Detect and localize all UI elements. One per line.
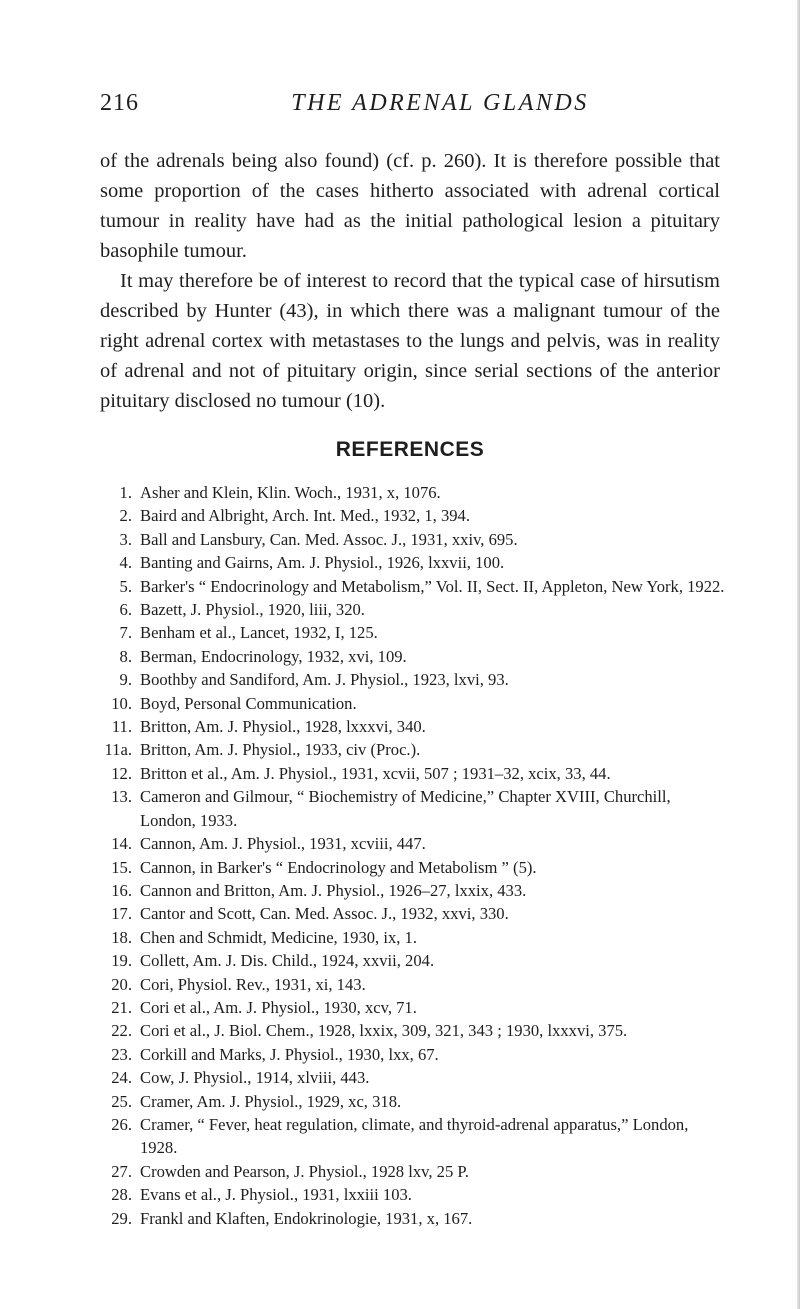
reference-item: [100, 668, 726, 691]
reference-number: 29.: [111, 1208, 132, 1228]
reference-number: 5.: [119, 576, 132, 596]
reference-item: [100, 785, 726, 832]
reference-text: Bazett, J. Physiol., 1920, liii, 320.: [140, 600, 365, 620]
reference-text: Banting and Gairns, Am. J. Physiol., 1926, lxxvii, 100.: [140, 553, 505, 573]
reference-text: Cori, Physiol. Rev., 1931, xi, 143.: [140, 974, 366, 994]
reference-text: Cameron and Gilmour, “ Biochemistry of Medicine,” Chapter XVIII, Churchill, London, 1933.: [140, 787, 671, 830]
reference-number: 1.: [119, 483, 132, 502]
paragraph: of the adrenals being also found) (cf. p. 260). It is therefore possible that some proportion of the cases hitherto associated with adrenal cortical tumour in reality have had as the initial pathological lesion a pituitary basophile tumour.: [100, 150, 720, 262]
body-text: [100, 146, 720, 416]
reference-text: Cramer, “ Fever, heat regulation, climate, and thyroid-adrenal apparatus,” London, 1928.: [140, 1114, 689, 1158]
reference-text: Cantor and Scott, Can. Med. Assoc. J., 1932, xxvi, 330.: [140, 904, 509, 924]
reference-number: 2.: [119, 506, 132, 526]
reference-item: [100, 856, 726, 879]
reference-number: 3.: [119, 529, 132, 549]
reference-number: 7.: [119, 623, 132, 643]
reference-number: 19.: [111, 951, 132, 971]
reference-text: Berman, Endocrinology, 1932, xvi, 109.: [140, 646, 407, 666]
reference-number: 22.: [111, 1021, 132, 1041]
reference-item: [100, 973, 726, 996]
reference-text: Boothby and Sandiford, Am. J. Physiol., 1923, lxvi, 93.: [140, 670, 509, 690]
reference-number: 16.: [111, 880, 132, 900]
reference-text: Britton, Am. J. Physiol., 1933, civ (Proc.).: [140, 740, 421, 760]
reference-text: Cori et al., J. Biol. Chem., 1928, lxxix, 309, 321, 343 ; 1930, lxxxvi, 375.: [140, 1021, 628, 1041]
reference-text: Cramer, Am. J. Physiol., 1929, xc, 318.: [140, 1091, 402, 1111]
reference-number: 26.: [111, 1114, 132, 1134]
reference-item: [100, 598, 726, 621]
reference-item: [100, 645, 726, 668]
reference-text: Corkill and Marks, J. Physiol., 1930, lxx, 67.: [140, 1044, 439, 1064]
reference-item: [100, 1183, 726, 1206]
reference-text: Crowden and Pearson, J. Physiol., 1928 lxv, 25 P.: [140, 1161, 469, 1181]
reference-number: 11a.: [104, 740, 132, 760]
reference-text: Cannon, Am. J. Physiol., 1931, xcviii, 447.: [140, 834, 426, 854]
reference-number: 28.: [111, 1185, 132, 1205]
page-header: [100, 90, 700, 118]
reference-text: Benham et al., Lancet, 1932, I, 125.: [140, 623, 378, 643]
reference-item: [100, 1160, 726, 1183]
reference-item: [100, 879, 726, 902]
reference-item: [100, 528, 726, 551]
reference-number: 12.: [111, 763, 132, 783]
references-list: [100, 481, 726, 1230]
reference-text: Collett, Am. J. Dis. Child., 1924, xxvii, 204.: [140, 951, 435, 971]
reference-number: 9.: [119, 670, 132, 690]
reference-item: [100, 504, 726, 527]
references-heading: REFERENCES: [335, 438, 485, 461]
reference-text: Baird and Albright, Arch. Int. Med., 1932, 1, 394.: [140, 506, 470, 526]
reference-text: Frankl and Klaften, Endokrinologie, 1931, x, 167.: [140, 1208, 473, 1228]
running-title: THE ADRENAL GLANDS: [291, 90, 589, 116]
reference-text: Barker's “ Endocrinology and Metabolism,” Vol. II, Sect. II, Appleton, New York, 1922.: [140, 576, 725, 596]
reference-number: 21.: [111, 997, 132, 1017]
paragraph: It may therefore be of interest to record that the typical case of hirsutism described by Hunter (43), in which there was a malignant tumour of the right adrenal cortex with metastases to the lungs and pelvis, was in reality of adrenal and not of pituitary origin, since serial sections of the anterior pituitary disclosed no tumour (10).: [100, 270, 720, 412]
reference-item: [100, 621, 726, 644]
reference-number: 18.: [111, 927, 132, 947]
reference-item: [100, 926, 726, 949]
reference-text: Cori et al., Am. J. Physiol., 1930, xcv, 71.: [140, 997, 417, 1017]
reference-text: Cow, J. Physiol., 1914, xlviii, 443.: [140, 1068, 370, 1088]
reference-item: [100, 1019, 726, 1042]
reference-number: 27.: [111, 1161, 132, 1181]
reference-item: [100, 996, 726, 1019]
reference-number: 10.: [111, 693, 132, 713]
reference-number: 6.: [119, 600, 132, 620]
page-number: 216: [100, 90, 139, 116]
reference-number: 11.: [111, 717, 132, 737]
reference-text: Britton et al., Am. J. Physiol., 1931, xcvii, 507 ; 1931–32, xcix, 33, 44.: [140, 763, 611, 783]
reference-number: 25.: [111, 1091, 132, 1111]
reference-item: [100, 832, 726, 855]
reference-item: [100, 575, 726, 598]
reference-number: 17.: [111, 904, 132, 924]
reference-number: 23.: [111, 1044, 132, 1064]
reference-number: 24.: [111, 1068, 132, 1088]
reference-text: Cannon and Britton, Am. J. Physiol., 1926–27, lxxix, 433.: [140, 880, 527, 900]
reference-item: [100, 1207, 726, 1230]
reference-text: Cannon, in Barker's “ Endocrinology and Metabolism ” (5).: [140, 857, 537, 877]
reference-item: [100, 949, 726, 972]
reference-item: [100, 1066, 726, 1089]
reference-text: Evans et al., J. Physiol., 1931, lxxiii 103.: [140, 1185, 412, 1205]
reference-item: [100, 551, 726, 574]
reference-number: 8.: [119, 646, 132, 666]
reference-number: 14.: [111, 834, 132, 854]
reference-number: 4.: [119, 553, 132, 573]
reference-item: [100, 902, 726, 925]
reference-number: 13.: [111, 787, 132, 807]
reference-text: Chen and Schmidt, Medicine, 1930, ix, 1.: [140, 927, 417, 947]
reference-item: [100, 715, 726, 738]
reference-text: Asher and Klein, Klin. Woch., 1931, x, 1076.: [140, 483, 441, 502]
reference-number: 15.: [111, 857, 132, 877]
reference-item: [100, 1043, 726, 1066]
reference-item: [100, 1113, 726, 1160]
reference-text: Britton, Am. J. Physiol., 1928, lxxxvi, 340.: [140, 717, 426, 737]
reference-text: Ball and Lansbury, Can. Med. Assoc. J., 1931, xxiv, 695.: [140, 529, 518, 549]
reference-item: [100, 1090, 726, 1113]
reference-item: [100, 481, 726, 504]
reference-item: [100, 692, 726, 715]
reference-number: 20.: [111, 974, 132, 994]
reference-text: Boyd, Personal Communication.: [140, 693, 357, 713]
reference-item: [100, 738, 726, 761]
reference-item: [100, 762, 726, 785]
